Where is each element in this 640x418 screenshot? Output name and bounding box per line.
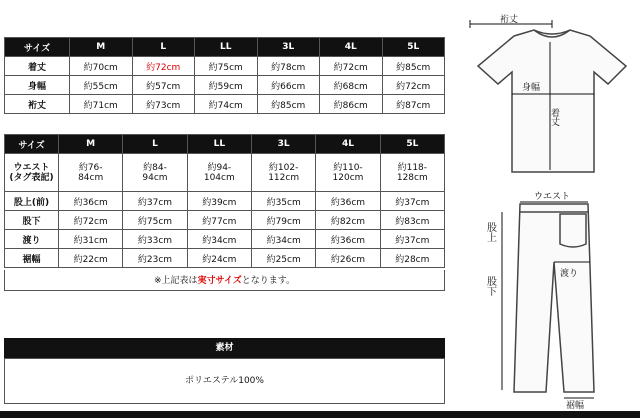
bottom-size-table: [4, 134, 445, 268]
top-header-2: L: [132, 38, 195, 57]
table-cell: 約24cm: [187, 249, 251, 268]
row-label: 渡り: [5, 230, 59, 249]
row-label: 着丈: [5, 57, 70, 76]
table-cell: 約34cm: [187, 230, 251, 249]
note-prefix: ※上記表は: [153, 276, 198, 286]
table-cell: 約35cm: [251, 192, 315, 211]
table-row: [5, 57, 445, 76]
table-cell: 約70cm: [70, 57, 133, 76]
table-cell: 約72cm: [59, 211, 123, 230]
table-cell: 約85cm: [382, 57, 445, 76]
top-header-3: LL: [195, 38, 258, 57]
table-cell: 約82cm: [316, 211, 380, 230]
label-length: 着丈: [549, 108, 559, 126]
table-cell: 約36cm: [316, 192, 380, 211]
size-note: [4, 270, 445, 291]
table-cell: 約37cm: [123, 192, 187, 211]
table-cell: 約74cm: [195, 95, 258, 114]
top-size-table: [4, 37, 445, 114]
table-row: [5, 95, 445, 114]
bottom-bar: [0, 411, 640, 418]
row-label: 股下: [5, 211, 59, 230]
table-cell: 約87cm: [382, 95, 445, 114]
table-cell: 約94- 104cm: [187, 154, 251, 192]
top-header-1: M: [70, 38, 133, 57]
table-cell: 約83cm: [380, 211, 444, 230]
table-cell: 約34cm: [251, 230, 315, 249]
bottom-header-1: M: [59, 135, 123, 154]
top-header-5: 4L: [320, 38, 383, 57]
row-label: 裾幅: [5, 249, 59, 268]
table-cell: 約26cm: [316, 249, 380, 268]
table-cell: 約77cm: [187, 211, 251, 230]
bottom-header-0: サイズ: [5, 135, 59, 154]
table-cell: 約28cm: [380, 249, 444, 268]
table-cell: 約72cm: [320, 57, 383, 76]
table-cell: 約25cm: [251, 249, 315, 268]
table-row: [5, 249, 445, 268]
table-row: [5, 211, 445, 230]
table-cell: 約33cm: [123, 230, 187, 249]
table-cell: 約39cm: [187, 192, 251, 211]
table-cell: 約118- 128cm: [380, 154, 444, 192]
label-inseam: 股下: [484, 276, 496, 296]
note-highlight: 実寸サイズ: [197, 276, 242, 286]
material-value: ポリエステル100%: [4, 358, 445, 404]
table-cell: 約31cm: [59, 230, 123, 249]
table-cell: 約75cm: [195, 57, 258, 76]
table-row: [5, 76, 445, 95]
bottom-header-6: 5L: [380, 135, 444, 154]
row-label: 股上(前): [5, 192, 59, 211]
label-thigh: 渡り: [560, 269, 579, 279]
table-cell: 約86cm: [320, 95, 383, 114]
bottom-header-2: L: [123, 135, 187, 154]
table-row: [5, 192, 445, 211]
table-cell: 約72cm: [382, 76, 445, 95]
note-suffix: となります。: [241, 276, 296, 286]
table-cell: 約68cm: [320, 76, 383, 95]
table-cell: 約78cm: [257, 57, 320, 76]
table-cell: 約37cm: [380, 230, 444, 249]
label-hem: 裾幅: [566, 401, 585, 411]
table-cell: 約37cm: [380, 192, 444, 211]
label-waist: ウエスト: [534, 192, 571, 202]
top-table-header-row: [5, 38, 445, 57]
row-label: 身幅: [5, 76, 70, 95]
table-cell: 約36cm: [316, 230, 380, 249]
table-cell: 約57cm: [132, 76, 195, 95]
row-label: 裄丈: [5, 95, 70, 114]
bottom-header-4: 3L: [251, 135, 315, 154]
material-header: 素材: [4, 338, 445, 358]
table-cell: 約102- 112cm: [251, 154, 315, 192]
table-row: [5, 230, 445, 249]
top-header-6: 5L: [382, 38, 445, 57]
label-rise: 股上: [484, 222, 496, 242]
table-cell: 約22cm: [59, 249, 123, 268]
table-cell: 約79cm: [251, 211, 315, 230]
table-cell: 約84- 94cm: [123, 154, 187, 192]
table-row: [5, 154, 445, 192]
label-sleeve: 裄丈: [500, 15, 519, 25]
table-cell: 約72cm: [132, 57, 195, 76]
table-cell: 約23cm: [123, 249, 187, 268]
table-cell: 約76- 84cm: [59, 154, 123, 192]
table-cell: 約55cm: [70, 76, 133, 95]
table-cell: 約85cm: [257, 95, 320, 114]
shirt-illustration: [478, 30, 626, 172]
table-cell: 約66cm: [257, 76, 320, 95]
table-cell: 約36cm: [59, 192, 123, 211]
bottom-table-header-row: [5, 135, 445, 154]
pants-illustration: [514, 204, 594, 392]
top-header-0: サイズ: [5, 38, 70, 57]
table-cell: 約110- 120cm: [316, 154, 380, 192]
table-cell: 約59cm: [195, 76, 258, 95]
garment-diagram: [456, 0, 640, 411]
table-cell: 約73cm: [132, 95, 195, 114]
table-cell: 約71cm: [70, 95, 133, 114]
label-width: 身幅: [522, 83, 541, 93]
top-header-4: 3L: [257, 38, 320, 57]
table-cell: 約75cm: [123, 211, 187, 230]
row-label: ウエスト (タグ表記): [5, 154, 59, 192]
bottom-header-3: LL: [187, 135, 251, 154]
bottom-header-5: 4L: [316, 135, 380, 154]
